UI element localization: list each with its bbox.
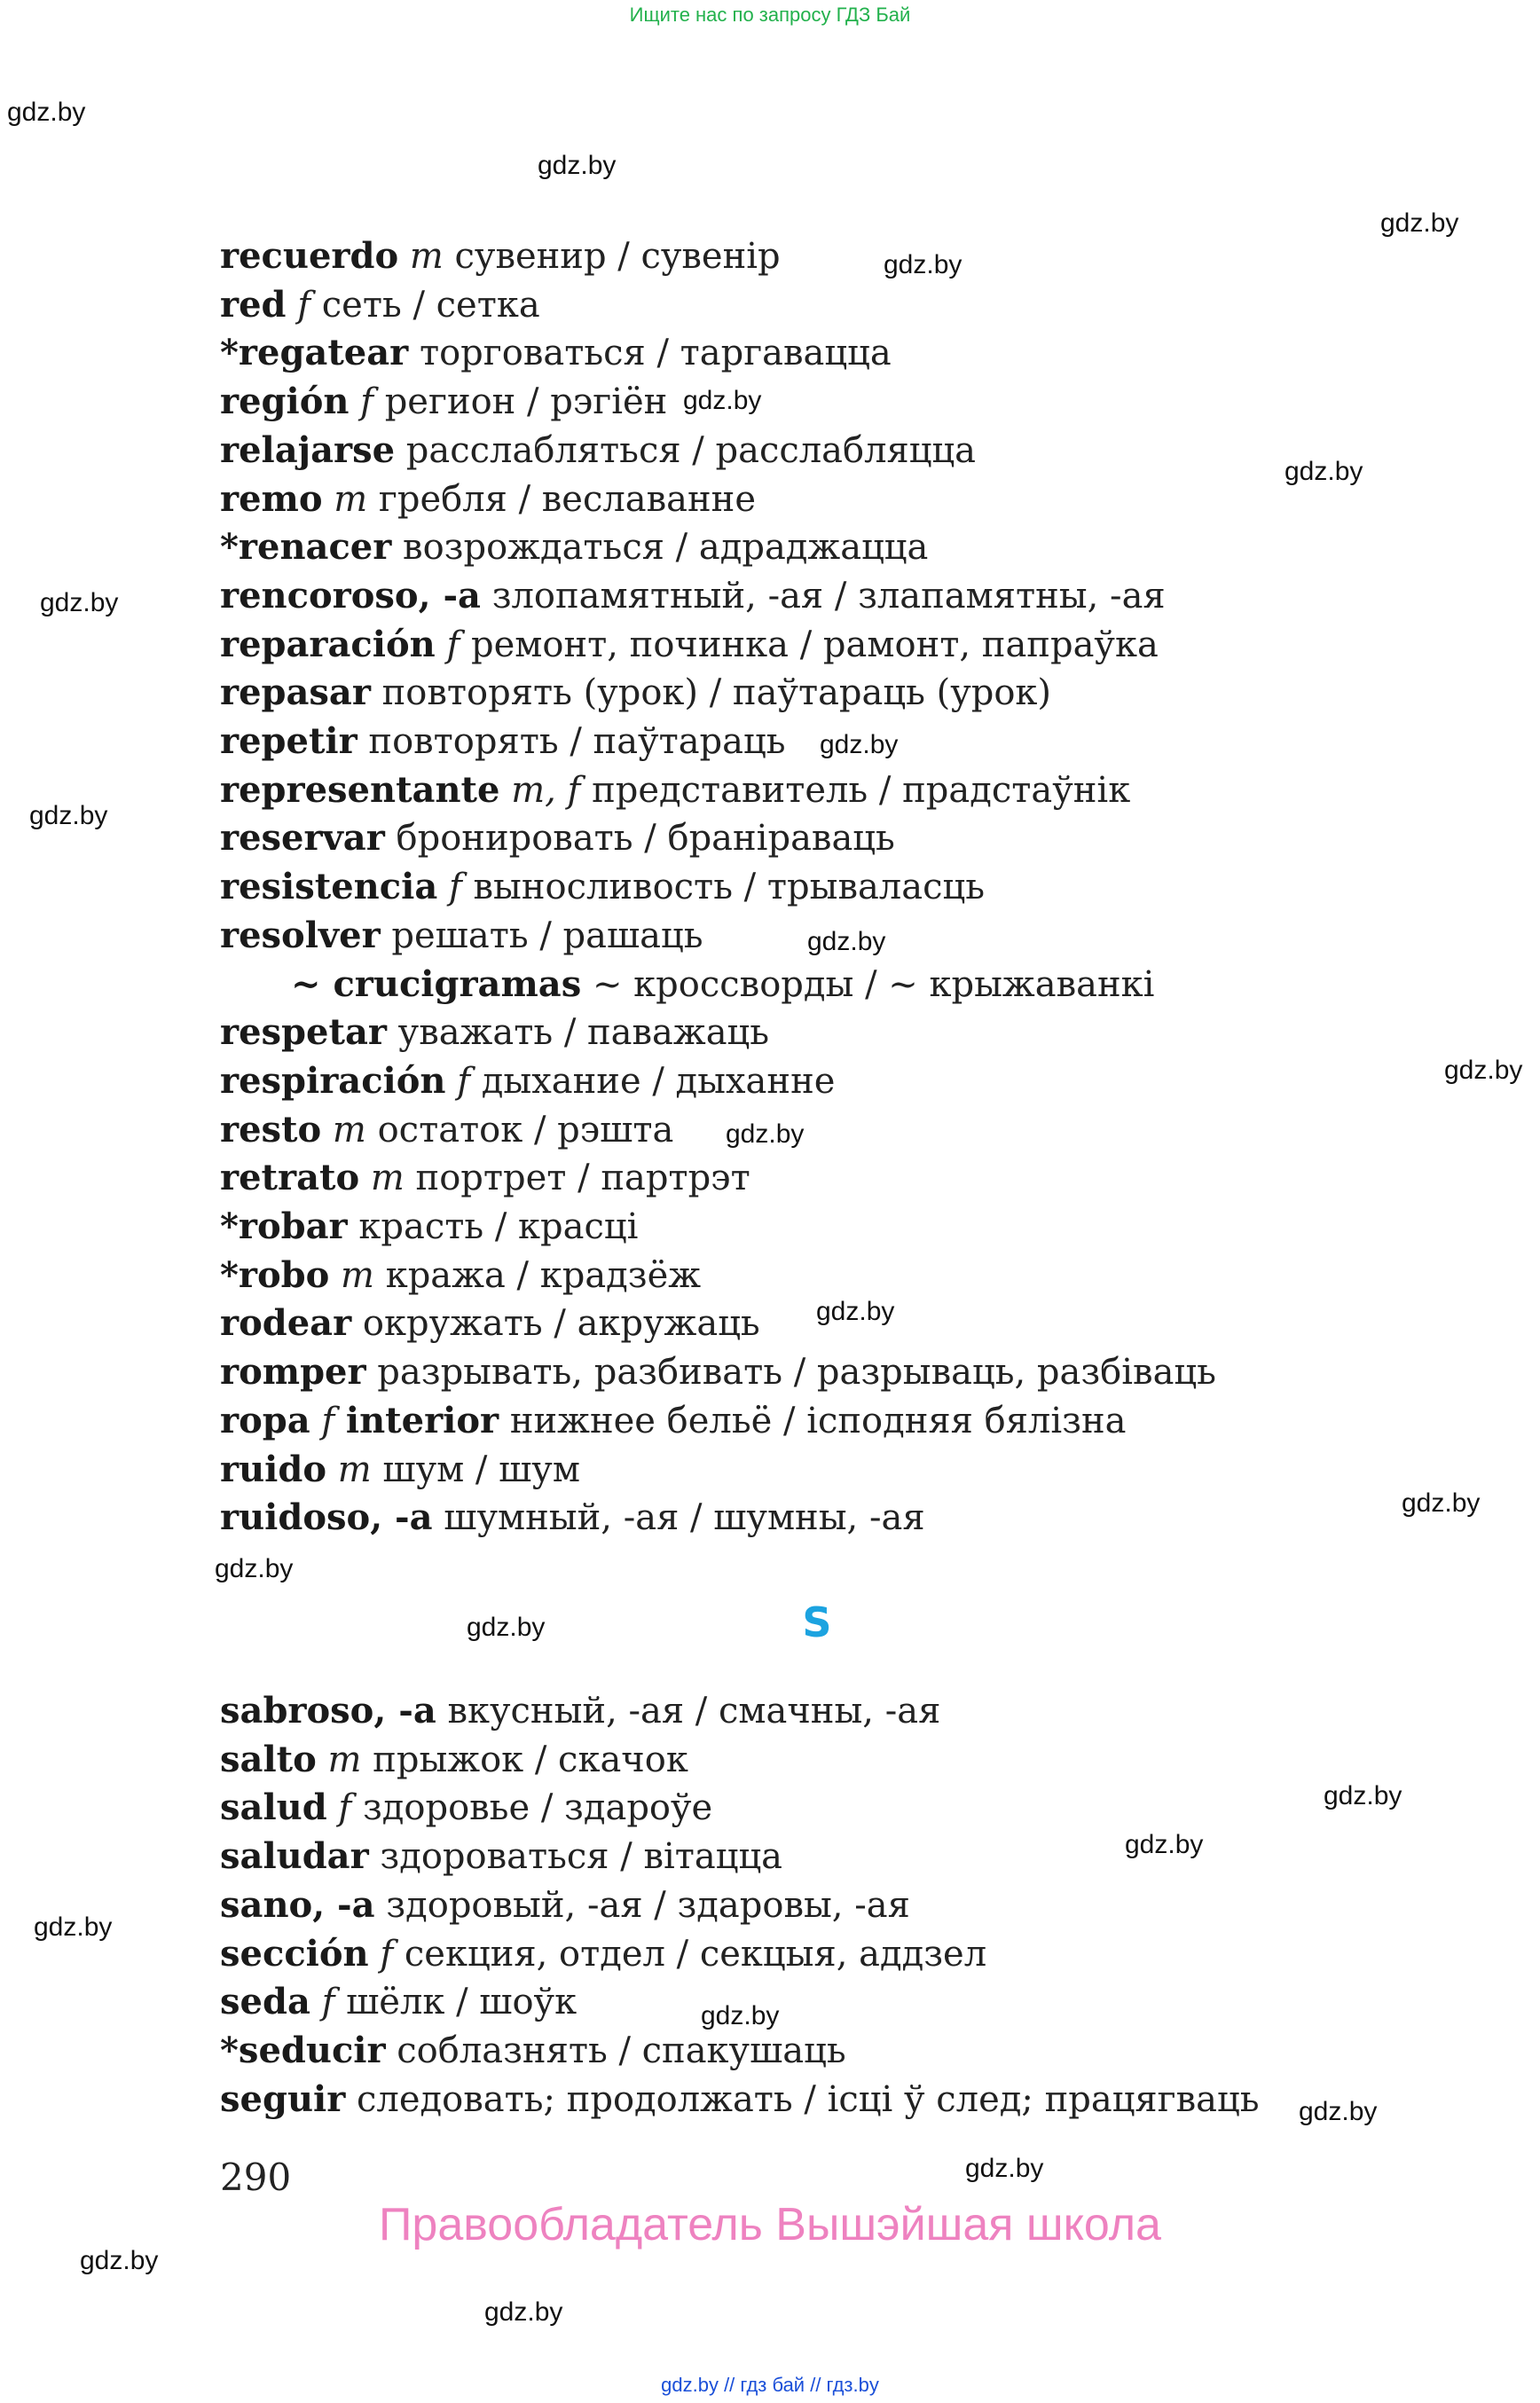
translation: бронировать / браніраваць (396, 818, 895, 860)
grammar-label: m (334, 478, 368, 520)
watermark: gdz.by (1380, 208, 1459, 238)
headword: *robo (220, 1253, 330, 1296)
headword-continuation: interior (345, 1399, 499, 1441)
translation: следовать; продолжать / ісці ў след; працягваць (357, 2078, 1260, 2120)
watermark: gdz.by (1125, 1830, 1204, 1859)
translation: нижнее бельё / ісподняя бялізна (509, 1400, 1127, 1441)
dictionary-entry (220, 281, 1216, 330)
translation: шум / шум (382, 1449, 580, 1490)
watermark: gdz.by (884, 250, 962, 279)
dictionary-entry (220, 766, 1216, 815)
dictionary-entry (220, 1978, 1259, 2027)
grammar-label: f (380, 1933, 394, 1975)
dictionary-entry (220, 814, 1216, 863)
translation: регион / рэгіён (384, 381, 668, 423)
translation: красть / красці (358, 1206, 639, 1248)
grammar-label: f (446, 624, 460, 665)
watermark: gdz.by (683, 386, 762, 415)
translation: соблазнять / спакушаць (397, 2030, 846, 2071)
headword: *regatear (220, 332, 409, 374)
translation: гребля / веславанне (378, 478, 756, 520)
grammar-label: f (457, 1060, 471, 1102)
grammar-label: f (448, 867, 462, 908)
grammar-label: m (370, 1158, 405, 1199)
headword: rodear (220, 1302, 352, 1345)
translation: повторять / паўтараць (368, 721, 786, 763)
translation: дыхание / дыханне (481, 1060, 836, 1102)
dictionary-entry (220, 621, 1216, 670)
dictionary-entry (220, 718, 1216, 766)
grammar-label: f (321, 1400, 335, 1441)
watermark: gdz.by (40, 588, 119, 617)
dictionary-entry (220, 329, 1216, 378)
dictionary-entry (220, 1300, 1216, 1348)
dictionary-entry (220, 1446, 1216, 1495)
translation: портрет / партрэт (415, 1158, 750, 1199)
translation: шёлк / шоўк (346, 1982, 578, 2023)
translation: кража / крадзёж (385, 1254, 702, 1296)
headword: recuerdo (220, 235, 399, 277)
headword: región (220, 381, 350, 423)
translation: сувенир / сувенір (454, 236, 781, 277)
dictionary-entry (220, 523, 1216, 572)
watermark: gdz.by (1324, 1781, 1402, 1810)
dictionary-entries-s (220, 1687, 1259, 2124)
grammar-label: f (297, 284, 311, 326)
watermark: gdz.by (820, 730, 899, 759)
dictionary-entry (220, 2076, 1259, 2124)
dictionary-entry (220, 1736, 1259, 1785)
dictionary-entry (220, 1833, 1259, 1881)
translation: прыжок / скачок (373, 1739, 688, 1780)
headword: remo (220, 477, 323, 520)
footer-links[interactable]: gdz.by // гдз бай // гдз.by (661, 2374, 879, 2396)
headword: respetar (220, 1011, 387, 1054)
grammar-label: m (341, 1254, 374, 1296)
translation: представитель / прадстаўнік (592, 769, 1131, 811)
translation: здоровье / здароўе (362, 1787, 713, 1829)
translation: решать / рашаць (391, 915, 703, 956)
translation: ~ кроссворды / ~ крыжаванкі (592, 963, 1155, 1005)
dictionary-entry (220, 912, 1216, 961)
dictionary-entry (220, 1397, 1216, 1446)
translation: шумный, -ая / шумны, -ая (444, 1497, 925, 1539)
translation: расслабляться / расслабляцца (405, 429, 977, 471)
headword: seda (220, 1981, 310, 2023)
headword: saludar (220, 1835, 369, 1878)
translation: выносливость / трываласць (473, 867, 985, 908)
grammar-label: m (409, 236, 444, 277)
watermark: gdz.by (29, 801, 108, 830)
grammar-label: m, f (511, 769, 581, 811)
translation: торговаться / таргавацца (419, 333, 892, 374)
headword: repasar (220, 671, 371, 714)
headword: ruidoso, -a (220, 1496, 433, 1539)
headword: ~ crucigramas (291, 962, 582, 1005)
headword: reservar (220, 817, 385, 860)
dictionary-entry (220, 863, 1216, 912)
dictionary-entry (220, 232, 1216, 281)
watermark: gdz.by (965, 2154, 1044, 2183)
top-banner: Ищите нас по запросу ГДЗ Бай (629, 4, 911, 26)
dictionary-entry (220, 1687, 1259, 1736)
headword: rencoroso, -a (220, 574, 481, 616)
dictionary-entry (220, 1009, 1216, 1057)
watermark: gdz.by (816, 1297, 895, 1326)
headword: representante (220, 768, 500, 811)
translation: вкусный, -ая / смачны, -ая (447, 1691, 941, 1732)
watermark: gdz.by (484, 2297, 563, 2327)
headword: salud (220, 1787, 327, 1829)
watermark: gdz.by (34, 1912, 113, 1942)
dictionary-entry (220, 1784, 1259, 1833)
page-number: 290 (220, 2156, 292, 2199)
grammar-label: m (337, 1449, 372, 1490)
translation: здоровый, -ая / здаровы, -ая (386, 1884, 910, 1926)
translation: здороваться / вітацца (380, 1836, 783, 1878)
translation: уважать / паважаць (397, 1012, 770, 1054)
dictionary-entry (220, 1252, 1216, 1300)
translation: остаток / рэшта (377, 1109, 674, 1150)
dictionary-entry (220, 2027, 1259, 2076)
translation: ремонт, починка / рамонт, папраўка (470, 624, 1159, 665)
headword: sano, -a (220, 1883, 375, 1926)
headword: *seducir (220, 2029, 386, 2071)
watermark: gdz.by (701, 2001, 780, 2030)
watermark: gdz.by (7, 98, 86, 127)
headword: repetir (220, 720, 358, 763)
grammar-label: m (327, 1739, 362, 1780)
headword: *renacer (220, 526, 392, 569)
grammar-label: f (338, 1787, 352, 1829)
headword: *robar (220, 1205, 348, 1248)
dictionary-entry (220, 475, 1216, 524)
watermark: gdz.by (1444, 1056, 1523, 1085)
translation: злопамятный, -ая / злапамятны, -ая (491, 575, 1166, 616)
rights-notice: Правообладатель Вышэйшая школа (379, 2199, 1161, 2250)
watermark: gdz.by (1402, 1488, 1481, 1518)
dictionary-entry (220, 669, 1216, 718)
headword: resolver (220, 914, 381, 956)
headword: sabroso, -a (220, 1690, 436, 1732)
grammar-label: f (360, 381, 373, 423)
headword: sección (220, 1932, 369, 1975)
dictionary-entry (220, 427, 1216, 475)
headword: relajarse (220, 428, 396, 471)
watermark: gdz.by (726, 1119, 805, 1149)
watermark: gdz.by (1285, 457, 1363, 486)
watermark: gdz.by (1299, 2097, 1378, 2126)
headword: seguir (220, 2077, 346, 2120)
headword: salto (220, 1738, 317, 1780)
headword: retrato (220, 1157, 360, 1199)
watermark: gdz.by (807, 927, 886, 956)
headword: resistencia (220, 866, 438, 908)
translation: разрывать, разбивать / разрываць, разбіваць (377, 1352, 1216, 1394)
dictionary-entry (220, 1494, 1216, 1543)
headword: romper (220, 1351, 366, 1394)
translation: возрождаться / адраджацца (403, 527, 929, 569)
watermark: gdz.by (538, 151, 617, 180)
dictionary-entry (220, 378, 1216, 427)
dictionary-entries-r (220, 232, 1216, 1543)
dictionary-entry (220, 1057, 1216, 1106)
dictionary-entry (220, 1881, 1259, 1930)
grammar-label: f (321, 1982, 335, 2023)
headword: red (220, 283, 287, 326)
dictionary-entry (220, 1106, 1216, 1155)
headword: ropa (220, 1399, 310, 1441)
section-letter: S (802, 1598, 832, 1646)
translation: сеть / сетка (321, 284, 540, 326)
headword: resto (220, 1108, 322, 1150)
watermark: gdz.by (80, 2246, 159, 2275)
dictionary-entry (220, 572, 1216, 621)
dictionary-entry (220, 1930, 1259, 1979)
grammar-label: m (332, 1109, 366, 1150)
watermark: gdz.by (467, 1613, 546, 1642)
headword: respiración (220, 1059, 446, 1102)
dictionary-entry (220, 1154, 1216, 1203)
dictionary-entry (220, 1203, 1216, 1252)
translation: секция, отдел / секцыя, аддзел (404, 1933, 987, 1975)
dictionary-subentry (220, 961, 1216, 1009)
watermark: gdz.by (215, 1554, 294, 1583)
headword: ruido (220, 1448, 326, 1490)
translation: окружать / акружаць (362, 1303, 760, 1345)
translation: повторять (урок) / паўтараць (урок) (381, 672, 1052, 714)
dictionary-entry (220, 1348, 1216, 1397)
headword: reparación (220, 623, 436, 665)
